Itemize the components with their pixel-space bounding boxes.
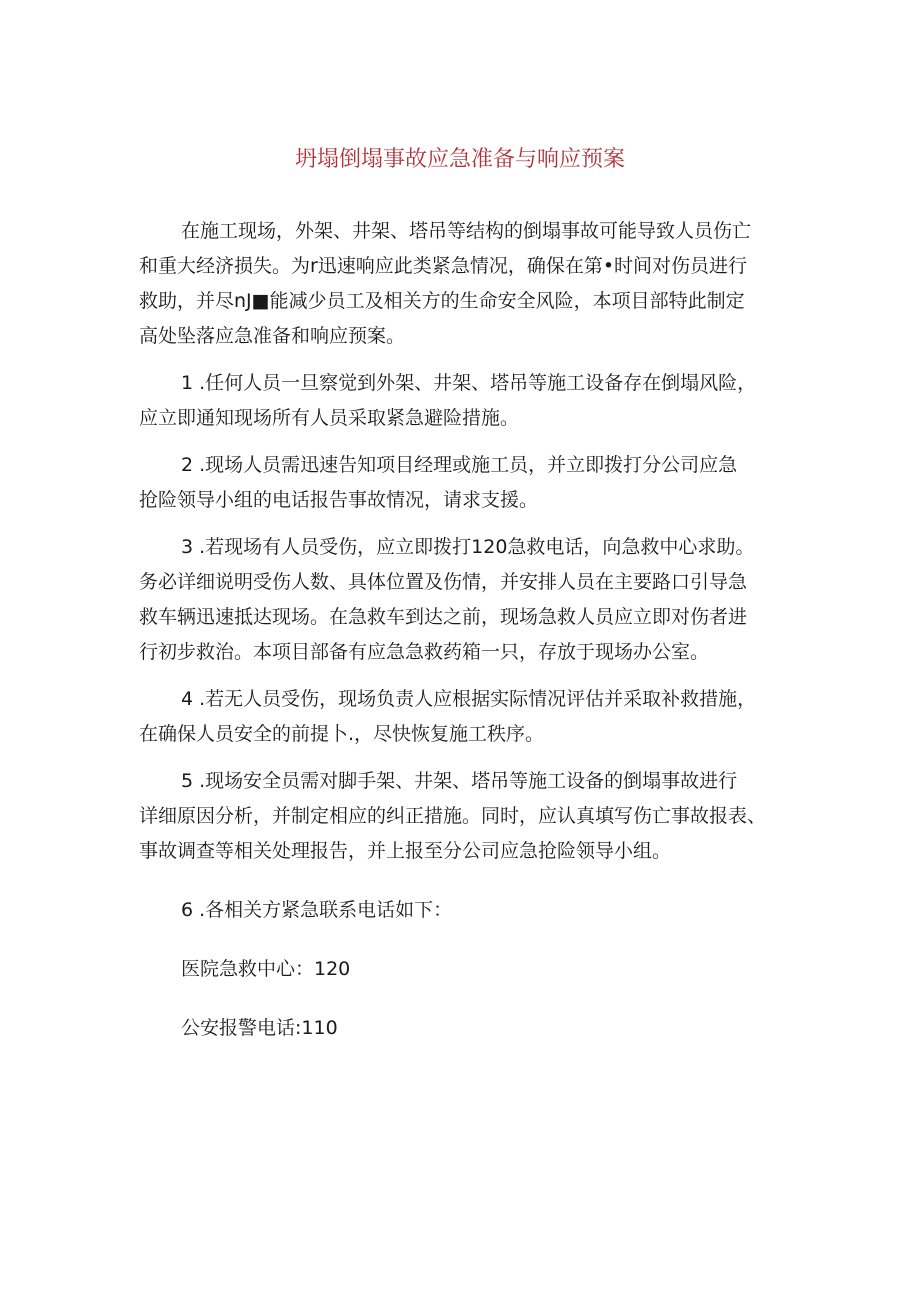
document-title: 坍塌倒塌事故应急准备与响应预案	[294, 147, 625, 172]
text-line: 1 .任何人员一旦察觉到外架、井架、塔吊等施工设备存在倒塌风险，	[181, 372, 757, 394]
list-item	[139, 366, 799, 436]
text-line: 详细原因分析，并制定相应的纠正措施。同时，应认真填写伤亡事故报表、	[139, 805, 767, 827]
contact-line	[139, 952, 799, 987]
list-item	[139, 764, 799, 869]
intro-paragraph	[139, 214, 799, 354]
text-line: 行初步救治。本项目部备有应急急救药箱一只，存放于现场办公室。	[139, 641, 710, 663]
list-item	[139, 682, 799, 752]
text-line: 事故调查等相关处理报告，并上报至分公司应急抢险领导小组。	[139, 840, 672, 862]
contact-line	[139, 1011, 799, 1046]
text-line: 5 .现场安全员需对脚手架、井架、塔吊等施工设备的倒塌事故进行	[181, 770, 738, 792]
list-item	[139, 448, 799, 518]
text-line: 4 .若无人员受伤，现场负责人应根据实际情况评估并采取补救措施，	[181, 688, 757, 710]
text-line: 抢险领导小组的电话报告事故情况，请求支援。	[139, 489, 539, 511]
text-line: 6 .各相关方紧急联系电话如下：	[181, 899, 453, 921]
text-line: 在确保人员安全的前提卜.，尽快恢复施工秩序。	[139, 723, 545, 745]
document-body	[139, 214, 799, 1046]
text-line: 务必详细说明受伤人数、具体位置及伤情，并安排人员在主要路口引导急	[139, 571, 748, 593]
text-line: 2 .现场人员需迅速告知项目经理或施工员，并立即拨打分公司应急	[181, 454, 738, 476]
text-line: 救助，并尽nJ■能减少员工及相关方的生命安全风险，本项目部特此制定	[139, 290, 745, 312]
text-line: 和重大经济损失。为r迅速响应此类紧急情况，确保在第•时间对伤员进行	[139, 255, 748, 277]
text-line: 高处坠落应急准备和响应预案。	[139, 325, 406, 347]
contact-hospital: 医院急救中心：120	[181, 958, 351, 980]
text-line: 应立即通知现场所有人员采取紧急避险措施。	[139, 407, 520, 429]
list-item	[139, 893, 799, 928]
text-line: 在施工现场，外架、井架、塔吊等结构的倒塌事故可能导致人员伤亡	[181, 220, 752, 242]
list-item	[139, 530, 799, 670]
contact-police: 公安报警电话:110	[181, 1017, 338, 1039]
text-line: 救车辆迅速抵达现场。在急救车到达之前，现场急救人员应立即对伤者进	[139, 606, 748, 628]
text-line: 3 .若现场有人员受伤，应立即拨打120急救电话，向急救中心求助。	[181, 536, 755, 558]
